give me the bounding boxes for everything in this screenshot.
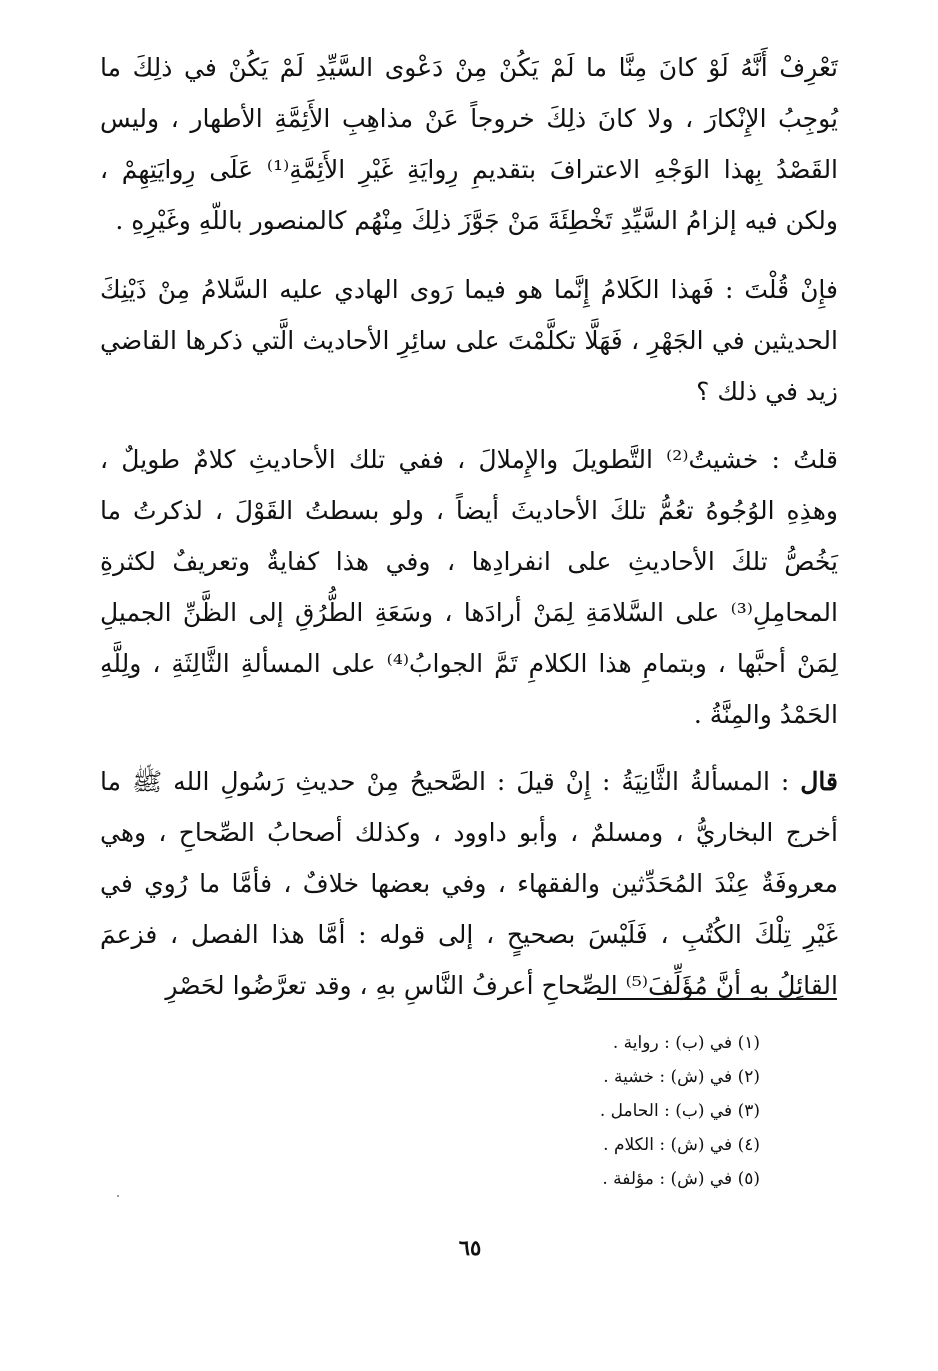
scan-speck — [117, 1195, 119, 1197]
paragraph-1-text: تَعْرِفْ أَنَّهُ لَوْ كانَ مِنَّا ما لَمْ يَكُنْ مِنْ دَعْوى السَّيِّدِ لَمْ يَكُنْ في ذلِكَ ما يُوجِبُ الإِنْكارَ ، ولا كانَ ذلِكَ خروجاً عَنْ مذاهِبِ الأَئِمَّةِ الأطهار ، وليس القَصْدُ بِهذا الوَجْهِ الاعترافَ بتقديمِ رِوايَةِ غَيْرِ الأَئِمَّةِ⁽¹⁾ عَلَى رِوايَتِهِمْ ، ولكن فيه إلزامُ السَّيِّدِ تَخْطِئَةَ مَنْ جَوَّزَ ذلِكَ مِنْهُم كالمنصور باللّهِ وغَيْرِهِ . — [100, 53, 839, 235]
footnote-4: (٤) في (ش) : الكلام . — [603, 1135, 760, 1155]
footnote-1: (١) في (ب) : رواية . — [612, 1033, 760, 1053]
paragraph-3-text: قلتُ : خشيتُ⁽²⁾ التَّطويلَ والإِملالَ ، ففي تلك الأحاديثِ كلامٌ طويلٌ ، وهذِهِ الوُجُوهُ تعُمُّ تلكَ الأحاديثَ أيضاً ، ولو بسطتُ القَوْلَ ، لذكرتُ ما يَخُصُّ تلكَ الأحاديثِ على انفرادِها ، وفي هذا كفايةٌ وتعريفٌ لكثرةِ المحامِلِ⁽³⁾ على السَّلامَةِ لِمَنْ أرادَها ، وسَعَةِ الطُّرُقِ إلى الظَّنِّ الجميلِ لِمَنْ أحبَّها ، وبتمامِ هذا الكلامِ تَمَّ الجوابُ⁽⁴⁾ على المسألةِ الثَّالِثَةِ ، ولِلَّهِ الحَمْدُ والمِنَّةُ . — [100, 445, 838, 729]
paragraph-3 — [100, 434, 838, 740]
paragraph-4-lead: قال — [800, 767, 838, 796]
paragraph-1 — [100, 42, 838, 246]
paragraph-4-text: : المسألةُ الثَّانِيَةُ : إِنْ قيلَ : الصَّحيحُ مِنْ حديثِ رَسُولِ الله ﷺ ما أخرج البخاريُّ ، ومسلمٌ ، وأبو داوود ، وكذلك أصحابُ الصِّحاحِ ، وهي معروفَةٌ عِنْدَ المُحَدِّثين والفقهاء ، وفي بعضها خلافٌ ، فأمَّا ما رُوي في غَيْرِ تِلْكَ الكُتُبِ ، فَلَيْسَ بصحيحٍ ، إلى قوله : أمَّا هذا الفصل ، فزعمَ القائِلُ بهِ أنَّ مُؤَلِّفَ⁽⁵⁾ الصِّحاحِ أعرفُ النَّاسِ بهِ ، وقد تعرَّضُوا لحَصْرِ — [100, 767, 838, 1000]
page-number: ٦٥ — [458, 1235, 482, 1260]
footnote-5: (٥) في (ش) : مؤلفة . — [602, 1169, 760, 1189]
main-text — [100, 42, 838, 1011]
footnote-separator — [597, 998, 837, 1000]
paragraph-2 — [100, 264, 838, 417]
paragraph-2-text: فإِنْ قُلْتَ : فَهذا الكَلامُ إِنَّما هو فيما رَوى الهادي عليه السَّلامُ مِنْ ذَيْنِكَ الحديثين في الجَهْرِ ، فَهَلَّا تكلَّمْتَ على سائِرِ الأحاديث الَّتي ذكرها القاضي زيد في ذلك ؟ — [100, 275, 838, 406]
paragraph-4 — [100, 756, 838, 1011]
footnotes — [560, 1026, 760, 1196]
footnote-3: (٣) في (ب) : الحامل . — [599, 1101, 760, 1121]
footnote-2: (٢) في (ش) : خشية . — [603, 1067, 760, 1087]
